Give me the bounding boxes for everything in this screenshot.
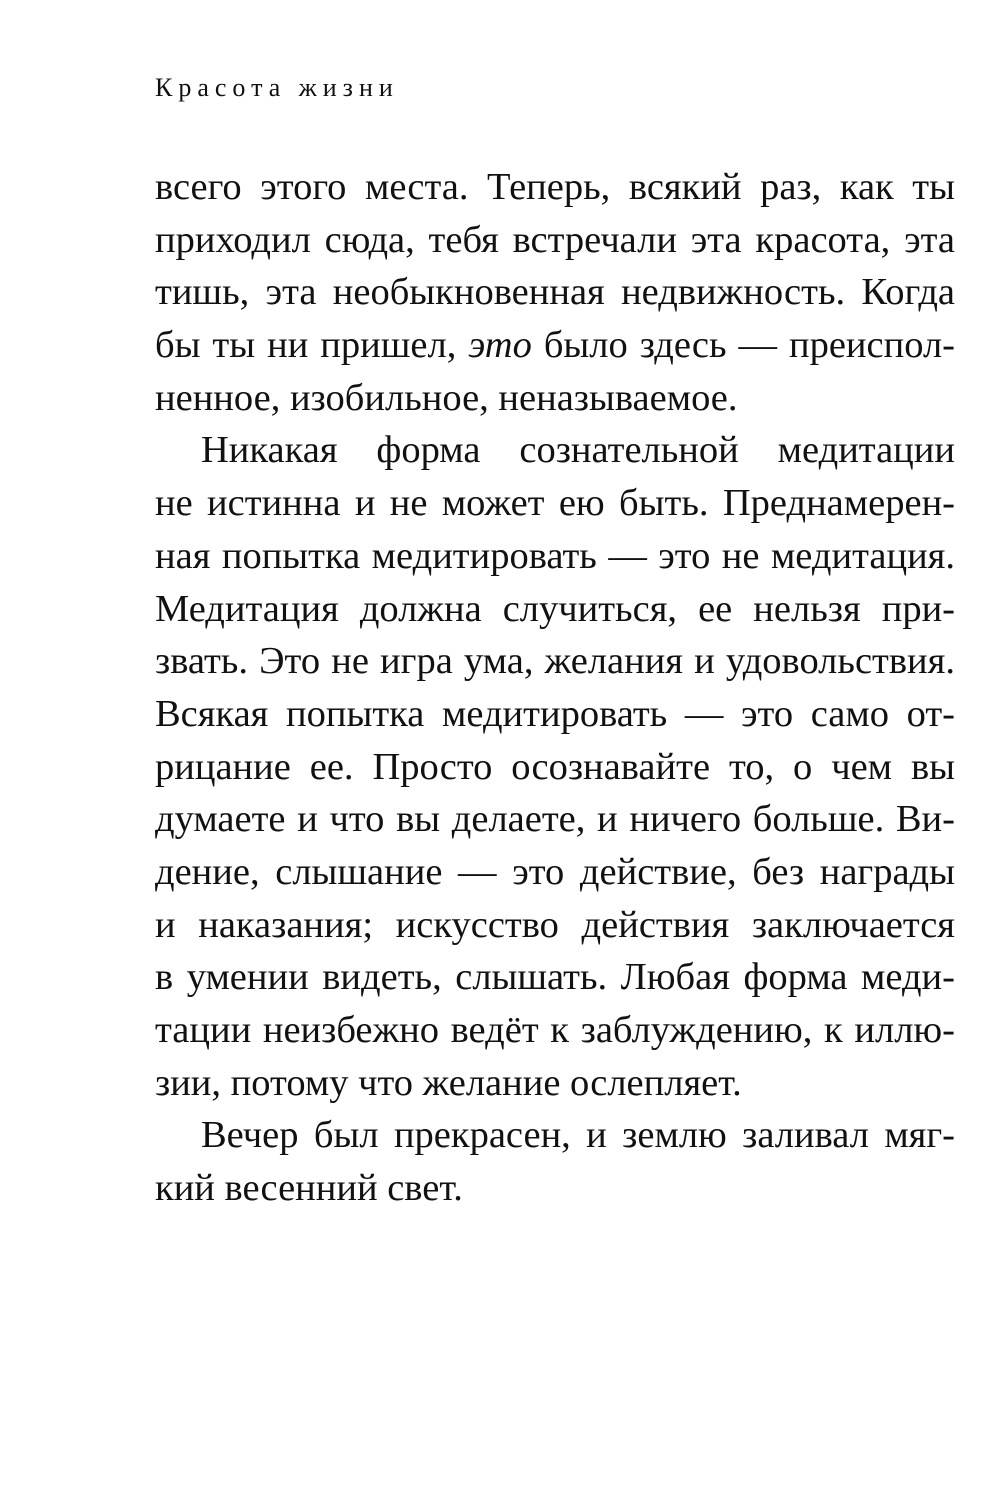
emphasized-word: это (468, 324, 532, 367)
paragraph-3 (155, 1109, 955, 1214)
text-line: звать. Это не игра ума, желания и удовольствия. (155, 640, 955, 683)
text-line: и наказания; искусство действия заключается (155, 903, 955, 946)
text-line: Всякая попытка медитировать — это само от- (155, 692, 955, 735)
text-line: думаете и что вы делаете, и ничего больше. Ви- (155, 798, 955, 841)
paragraph-2 (155, 424, 955, 1109)
text-line (155, 319, 955, 372)
text-line: в умении видеть, слышать. Любая форма меди- (155, 956, 955, 999)
text-line: кий весенний свет. (155, 1167, 463, 1210)
running-header: Красота жизни (155, 73, 399, 102)
text-line: ненное, изобильное, неназываемое. (155, 376, 738, 419)
text-line: приходил сюда, тебя встречали эта красота, эта (155, 218, 955, 261)
text-run: было здесь — преиспол- (531, 324, 955, 367)
text-run: бы ты ни пришел, (155, 324, 469, 367)
text-line: Никакая форма сознательной медитации (201, 429, 955, 472)
text-line: Вечер был прекрасен, и землю заливал мяг- (201, 1114, 955, 1157)
text-line: рицание ее. Просто осознавайте то, о чем вы (155, 745, 955, 788)
text-line: всего этого места. Теперь, всякий раз, как ты (155, 166, 955, 208)
page-body-text (155, 161, 955, 1215)
text-line: зии, потому что желание ослепляет. (155, 1061, 742, 1104)
text-line: Медитация должна случиться, ее нельзя при- (155, 587, 955, 630)
text-line: ная попытка медитировать — это не медитация. (155, 534, 955, 577)
text-line: тишь, эта необыкновенная недвижность. Когда (155, 271, 955, 314)
paragraph-1 (155, 161, 955, 424)
text-line: тации неизбежно ведёт к заблуждению, к иллю- (155, 1009, 955, 1051)
text-line: дение, слышание — это действие, без награды (155, 850, 955, 893)
text-line: не истинна и не может ею быть. Преднамерен- (155, 482, 955, 525)
